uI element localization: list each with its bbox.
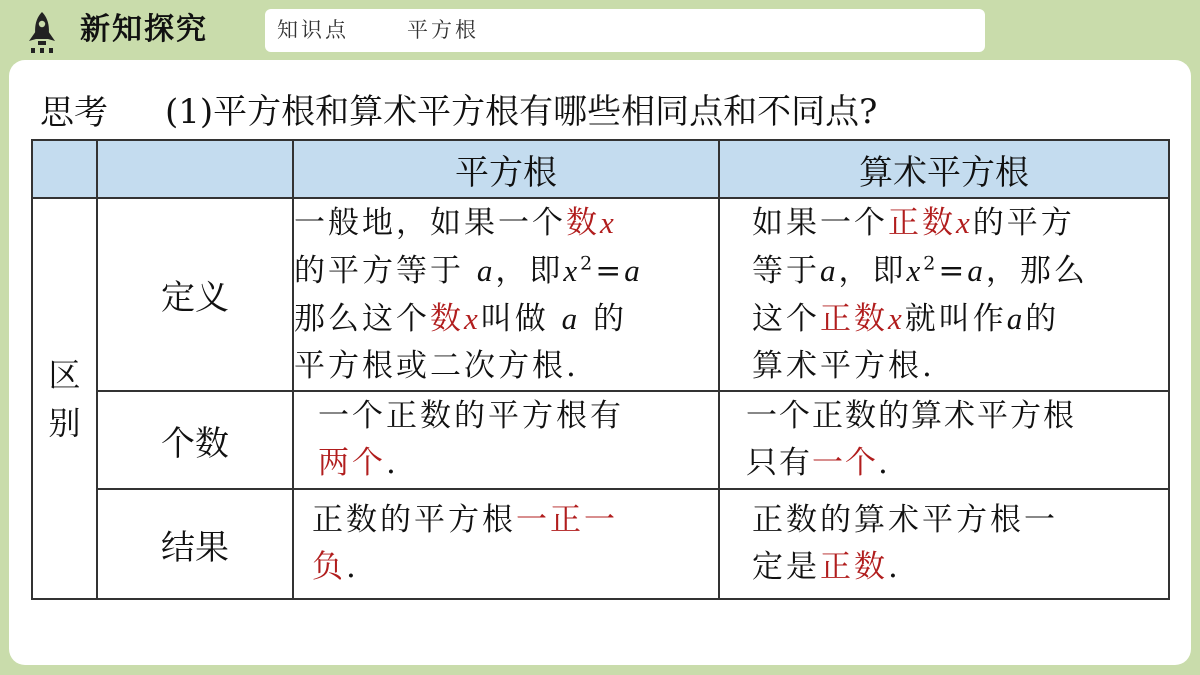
question-text: (1)平方根和算术平方根有哪些相同点和不同点? [165,92,878,132]
text-line: 这个正数x就叫作a的 [752,301,1060,337]
text-line: 等于a，即$x^2=a$，那么 [752,252,1088,289]
cell-arithmetic-definition [719,198,1169,391]
header-empty-1 [32,140,97,198]
text-line: 如果一个正数x的平方 [752,205,1075,241]
rocket-icon [22,10,62,54]
text-line: 平方根或二次方根. [294,348,579,384]
text-line: 一般地，如果一个数x [294,205,617,241]
table-row [32,489,1169,599]
header-empty-2 [97,140,293,198]
text-line: 的平方等于 a，即$x^2=a$ [294,252,643,289]
breadcrumb-subtopic[interactable]: 平方根 [407,18,479,42]
text-line: 那么这个数x叫做 a 的 [294,301,627,337]
section-title: 新知探究 [80,12,208,47]
table-row [32,198,1169,391]
cell-arithmetic-result [719,489,1169,599]
cell-arithmetic-count [719,391,1169,489]
row-label-result: 结果 [97,489,293,599]
header-square-root: 平方根 [293,140,719,198]
breadcrumb-topic[interactable]: 知识点 [277,18,349,42]
cell-square-root-definition [293,198,719,391]
text-line: 正数的平方根一正一 [312,502,618,538]
text-line: 只有一个. [746,445,890,481]
cell-square-root-count [293,391,719,489]
text-line: 算术平方根. [752,348,935,384]
header-arithmetic-square-root: 算术平方根 [719,140,1169,198]
table-row [32,391,1169,489]
text-line: 定是正数. [752,549,901,585]
text-line: 两个. [318,445,399,481]
group-label: 区别 [48,355,81,442]
top-bar [0,0,1200,58]
breadcrumb [265,9,985,52]
cell-square-root-result [293,489,719,599]
text-line: 一个正数的算术平方根 [746,398,1076,434]
row-label-count: 个数 [97,391,293,489]
think-label: 思考 [40,93,108,133]
text-line: 负. [312,549,359,585]
table-header-row [32,140,1169,198]
group-label-cell [32,198,97,599]
row-label-definition: 定义 [97,198,293,391]
text-line: 正数的算术平方根一 [752,502,1058,538]
comparison-table [31,139,1170,600]
text-line: 一个正数的平方根有 [318,398,624,434]
